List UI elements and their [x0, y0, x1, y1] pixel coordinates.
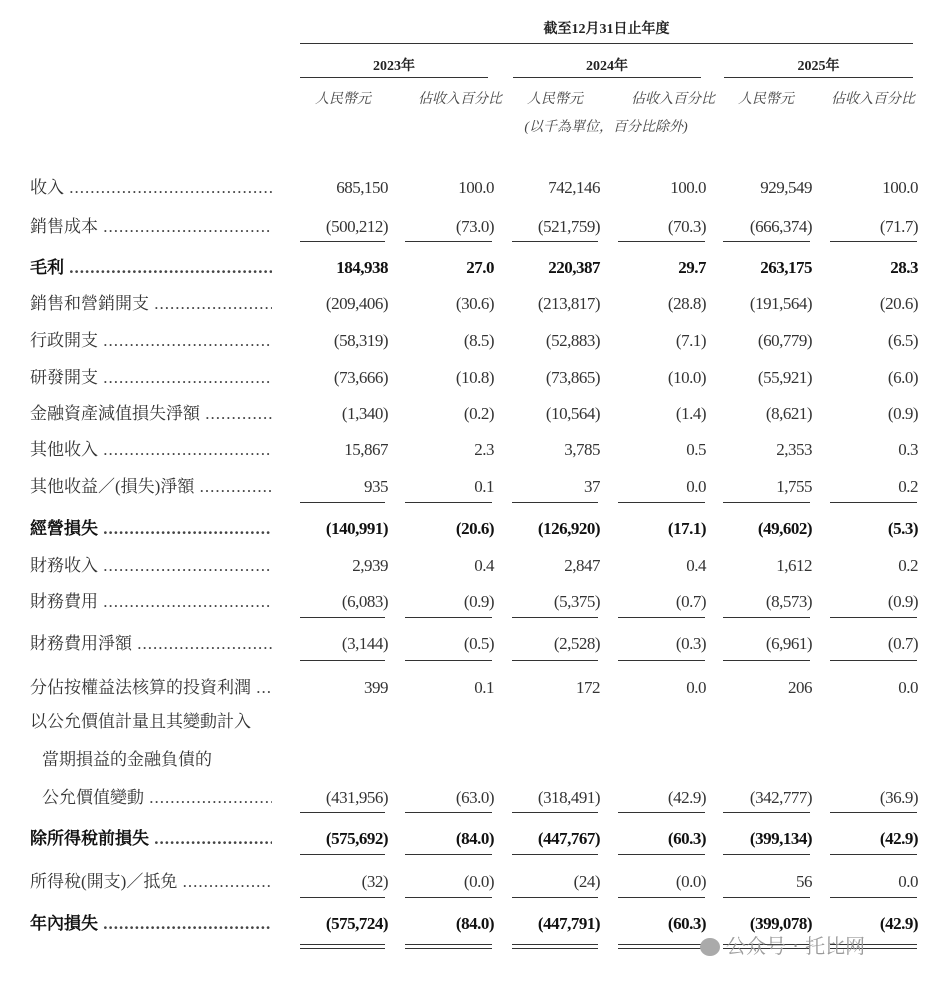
- table-row: [0, 326, 947, 356]
- watermark: [700, 930, 865, 959]
- cell-percent: 0.5: [686, 440, 706, 459]
- cell-rmb: 184,938: [336, 258, 388, 277]
- row-label: [30, 587, 272, 617]
- cell-rmb: (342,777): [749, 788, 812, 807]
- subtotal-rule: [405, 502, 492, 503]
- header-rule: [300, 43, 913, 44]
- subtotal-rule: [405, 812, 492, 813]
- period-title: 截至12月31日止年度: [543, 22, 670, 37]
- subtotal-rule: [405, 854, 492, 855]
- cell-rmb: 1,612: [776, 556, 812, 575]
- cell-percent: (6.5): [887, 331, 918, 350]
- cell-rmb: 2,353: [776, 440, 812, 459]
- cell-percent: (30.6): [455, 294, 494, 313]
- subtotal-rule: [830, 241, 917, 242]
- total-double-rule: [405, 944, 492, 949]
- subtotal-rule: [300, 502, 385, 503]
- row-label-text: 其他收益／(損失)淨額 .....: [30, 477, 272, 496]
- cell-percent: (60.3): [667, 829, 706, 848]
- cell-percent: (20.6): [455, 519, 494, 538]
- cell-rmb: 172: [576, 678, 600, 697]
- subtotal-rule: [618, 897, 705, 898]
- total-double-rule: [512, 944, 598, 949]
- year-rule: [513, 77, 701, 78]
- subtotal-rule: [300, 617, 385, 618]
- cell-percent: (36.9): [879, 788, 918, 807]
- subtotal-rule: [830, 660, 917, 661]
- col-rmb-2024: 人民幣元: [527, 92, 583, 107]
- subtotal-rule: [723, 617, 810, 618]
- row-label-text: 其他收入 .....: [30, 440, 272, 459]
- cell-percent: 0.4: [474, 556, 494, 575]
- row-label: [30, 707, 272, 737]
- table-row: [0, 745, 947, 775]
- subtotal-rule: [830, 617, 917, 618]
- cell-percent: (84.0): [455, 829, 494, 848]
- cell-rmb: (73,666): [333, 368, 388, 387]
- table-row: [0, 212, 947, 242]
- subtotal-rule: [300, 812, 385, 813]
- col-pct-2024: 佔收入百分比: [631, 92, 715, 107]
- subtotal-rule: [723, 897, 810, 898]
- subtotal-rule: [618, 812, 705, 813]
- subtotal-rule: [512, 897, 598, 898]
- table-row: [0, 399, 947, 429]
- table-row: [0, 783, 947, 813]
- row-label: [30, 629, 272, 659]
- subtotal-rule: [723, 812, 810, 813]
- cell-percent: 0.0: [686, 477, 706, 496]
- cell-percent: (10.0): [667, 368, 706, 387]
- cell-percent: (84.0): [455, 914, 494, 933]
- cell-percent: 0.0: [898, 678, 918, 697]
- cell-rmb: 15,867: [344, 440, 388, 459]
- cell-rmb: (140,991): [325, 519, 388, 538]
- col-pct-2025: 佔收入百分比: [831, 92, 915, 107]
- table-row: [0, 551, 947, 581]
- cell-percent: (0.2): [463, 404, 494, 423]
- cell-rmb: (447,767): [537, 829, 600, 848]
- cell-rmb: (447,791): [537, 914, 600, 933]
- cell-percent: (20.6): [879, 294, 918, 313]
- row-label-text: 銷售成本 .....: [30, 217, 272, 236]
- cell-rmb: (6,083): [341, 592, 388, 611]
- cell-percent: (0.3): [675, 634, 706, 653]
- cell-rmb: 1,755: [776, 477, 812, 496]
- cell-rmb: 935: [364, 477, 388, 496]
- cell-percent: 27.0: [466, 258, 494, 277]
- cell-rmb: (2,528): [553, 634, 600, 653]
- table-row: [0, 629, 947, 659]
- cell-percent: 0.3: [898, 440, 918, 459]
- cell-rmb: (399,134): [749, 829, 812, 848]
- cell-rmb: 206: [788, 678, 812, 697]
- row-label: [30, 673, 272, 703]
- cell-rmb: (1,340): [341, 404, 388, 423]
- cell-percent: 2.3: [474, 440, 494, 459]
- subtotal-rule: [618, 617, 705, 618]
- cell-rmb: (191,564): [749, 294, 812, 313]
- cell-rmb: (431,956): [325, 788, 388, 807]
- year-2024: 2024年: [586, 59, 628, 74]
- table-row: [0, 673, 947, 703]
- cell-rmb: (6,961): [765, 634, 812, 653]
- cell-rmb: 2,847: [564, 556, 600, 575]
- cell-rmb: (126,920): [537, 519, 600, 538]
- cell-percent: (60.3): [667, 914, 706, 933]
- cell-rmb: (666,374): [749, 217, 812, 236]
- cell-percent: (0.9): [887, 592, 918, 611]
- cell-rmb: (318,491): [537, 788, 600, 807]
- cell-rmb: (521,759): [537, 217, 600, 236]
- cell-rmb: 685,150: [336, 178, 388, 197]
- cell-percent: 100.0: [882, 178, 918, 197]
- subtotal-rule: [618, 241, 705, 242]
- year-rule: [724, 77, 913, 78]
- subtotal-rule: [405, 617, 492, 618]
- col-rmb-2025: 人民幣元: [738, 92, 794, 107]
- cell-percent: (28.8): [667, 294, 706, 313]
- subtotal-rule: [405, 660, 492, 661]
- cell-rmb: (575,692): [325, 829, 388, 848]
- table-row: [0, 173, 947, 203]
- cell-percent: 0.1: [474, 678, 494, 697]
- cell-percent: (70.3): [667, 217, 706, 236]
- cell-percent: (8.5): [463, 331, 494, 350]
- cell-rmb: (73,865): [545, 368, 600, 387]
- cell-rmb: (55,921): [757, 368, 812, 387]
- cell-percent: (42.9): [879, 829, 918, 848]
- cell-percent: (5.3): [887, 519, 918, 538]
- row-label-text: 毛利 .....: [30, 258, 272, 277]
- cell-percent: 28.3: [890, 258, 918, 277]
- cell-rmb: 929,549: [760, 178, 812, 197]
- subtotal-rule: [830, 897, 917, 898]
- row-label-text: 除所得稅前損失 .....: [30, 829, 272, 848]
- row-label-text: 財務費用淨額 .....: [30, 634, 272, 653]
- cell-rmb: (209,406): [325, 294, 388, 313]
- cell-rmb: (5,375): [553, 592, 600, 611]
- cell-rmb: (24): [573, 872, 600, 891]
- cell-rmb: (213,817): [537, 294, 600, 313]
- table-row: [0, 587, 947, 617]
- subtotal-rule: [512, 854, 598, 855]
- row-label: [30, 472, 272, 502]
- row-label: [42, 745, 272, 775]
- row-label-text: 財務收入 .....: [30, 556, 272, 575]
- total-double-rule: [618, 944, 705, 949]
- cell-percent: (42.9): [879, 914, 918, 933]
- subtotal-rule: [618, 854, 705, 855]
- cell-percent: (0.7): [675, 592, 706, 611]
- cell-percent: 100.0: [670, 178, 706, 197]
- cell-percent: (0.9): [887, 404, 918, 423]
- cell-rmb: 742,146: [548, 178, 600, 197]
- wechat-icon: [700, 938, 720, 956]
- cell-rmb: (575,724): [325, 914, 388, 933]
- table-row: [0, 435, 947, 465]
- row-label: [30, 326, 272, 356]
- year-2023: 2023年: [373, 59, 415, 74]
- cell-percent: (0.9): [463, 592, 494, 611]
- row-label: [30, 253, 272, 283]
- row-label-text: 研發開支 .....: [30, 368, 272, 387]
- subtotal-rule: [723, 502, 810, 503]
- cell-percent: 0.2: [898, 477, 918, 496]
- subtotal-rule: [405, 897, 492, 898]
- year-rule: [300, 77, 488, 78]
- row-label-text: 金融資產減值損失淨額 .....: [30, 404, 272, 423]
- table-row: [0, 867, 947, 897]
- subtotal-rule: [618, 502, 705, 503]
- cell-percent: 0.2: [898, 556, 918, 575]
- row-label-text: 收入 .....: [30, 178, 272, 197]
- cell-percent: (6.0): [887, 368, 918, 387]
- col-pct-2023: 佔收入百分比: [418, 92, 502, 107]
- cell-percent: (73.0): [455, 217, 494, 236]
- subtotal-rule: [300, 897, 385, 898]
- cell-rmb: 263,175: [760, 258, 812, 277]
- table-row: [0, 253, 947, 283]
- table-row: [0, 707, 947, 737]
- table-row: [0, 514, 947, 544]
- row-label: [30, 363, 272, 393]
- cell-rmb: (8,621): [765, 404, 812, 423]
- cell-rmb: 2,939: [352, 556, 388, 575]
- watermark-text: 公众号 · 托比网: [726, 934, 866, 958]
- table-row: [0, 824, 947, 854]
- row-label: [30, 289, 272, 319]
- row-label-text: 銷售和營銷開支 .....: [30, 294, 272, 313]
- row-label: [30, 867, 272, 897]
- cell-rmb: 37: [584, 477, 600, 496]
- row-label: [30, 212, 272, 242]
- col-rmb-2023: 人民幣元: [315, 92, 371, 107]
- row-label: [42, 783, 272, 813]
- subtotal-rule: [512, 660, 598, 661]
- subtotal-rule: [300, 854, 385, 855]
- cell-rmb: (3,144): [341, 634, 388, 653]
- cell-percent: (63.0): [455, 788, 494, 807]
- cell-percent: (71.7): [879, 217, 918, 236]
- cell-percent: (17.1): [667, 519, 706, 538]
- subtotal-rule: [723, 241, 810, 242]
- subtotal-rule: [618, 660, 705, 661]
- row-label-text: 分佔按權益法核算的投資利潤 .....: [30, 678, 272, 697]
- row-label: [30, 514, 272, 544]
- cell-percent: (0.0): [675, 872, 706, 891]
- cell-rmb: (60,779): [757, 331, 812, 350]
- cell-percent: (0.5): [463, 634, 494, 653]
- subtotal-rule: [830, 502, 917, 503]
- cell-percent: (1.4): [675, 404, 706, 423]
- row-label: [30, 435, 272, 465]
- row-label-text: 所得稅(開支)／抵免 .....: [30, 872, 272, 891]
- cell-rmb: (399,078): [749, 914, 812, 933]
- row-label-text: 經營損失 .....: [30, 519, 272, 538]
- cell-rmb: 399: [364, 678, 388, 697]
- subtotal-rule: [512, 617, 598, 618]
- row-label-text: 以公允價值計量且其變動計入: [30, 712, 251, 731]
- subtotal-rule: [830, 812, 917, 813]
- row-label: [30, 909, 272, 939]
- cell-rmb: 220,387: [548, 258, 600, 277]
- row-label: [30, 399, 272, 429]
- cell-rmb: (49,602): [757, 519, 812, 538]
- cell-percent: (0.0): [463, 872, 494, 891]
- cell-percent: 0.0: [686, 678, 706, 697]
- year-2025: 2025年: [797, 59, 840, 74]
- subtotal-rule: [512, 502, 598, 503]
- subtotal-rule: [512, 812, 598, 813]
- cell-rmb: (52,883): [545, 331, 600, 350]
- cell-percent: (0.7): [887, 634, 918, 653]
- cell-percent: 100.0: [458, 178, 494, 197]
- row-label: [30, 551, 272, 581]
- cell-percent: 0.0: [898, 872, 918, 891]
- cell-percent: 29.7: [678, 258, 706, 277]
- cell-percent: 0.1: [474, 477, 494, 496]
- cell-percent: (42.9): [667, 788, 706, 807]
- row-label-text: 行政開支 .....: [30, 331, 272, 350]
- cell-rmb: (58,319): [333, 331, 388, 350]
- row-label: [30, 824, 272, 854]
- row-label-text: 財務費用 .....: [30, 592, 272, 611]
- subtotal-rule: [830, 854, 917, 855]
- row-label-text: 公允價值變動 .....: [42, 788, 272, 807]
- cell-rmb: 3,785: [564, 440, 600, 459]
- subtotal-rule: [405, 241, 492, 242]
- unit-note: (以千為單位，百分比除外): [524, 120, 688, 135]
- row-label-text: 當期損益的金融負債的: [42, 750, 212, 769]
- cell-rmb: 56: [796, 872, 812, 891]
- table-row: [0, 289, 947, 319]
- subtotal-rule: [300, 241, 385, 242]
- cell-rmb: (10,564): [545, 404, 600, 423]
- cell-rmb: (32): [361, 872, 388, 891]
- table-row: [0, 363, 947, 393]
- subtotal-rule: [300, 660, 385, 661]
- cell-rmb: (500,212): [325, 217, 388, 236]
- row-label: [30, 173, 272, 203]
- table-row: [0, 472, 947, 502]
- subtotal-rule: [512, 241, 598, 242]
- row-label-text: 年內損失 .....: [30, 914, 272, 933]
- cell-percent: 0.4: [686, 556, 706, 575]
- cell-percent: (7.1): [675, 331, 706, 350]
- cell-percent: (10.8): [455, 368, 494, 387]
- subtotal-rule: [723, 660, 810, 661]
- total-double-rule: [300, 944, 385, 949]
- cell-rmb: (8,573): [765, 592, 812, 611]
- subtotal-rule: [723, 854, 810, 855]
